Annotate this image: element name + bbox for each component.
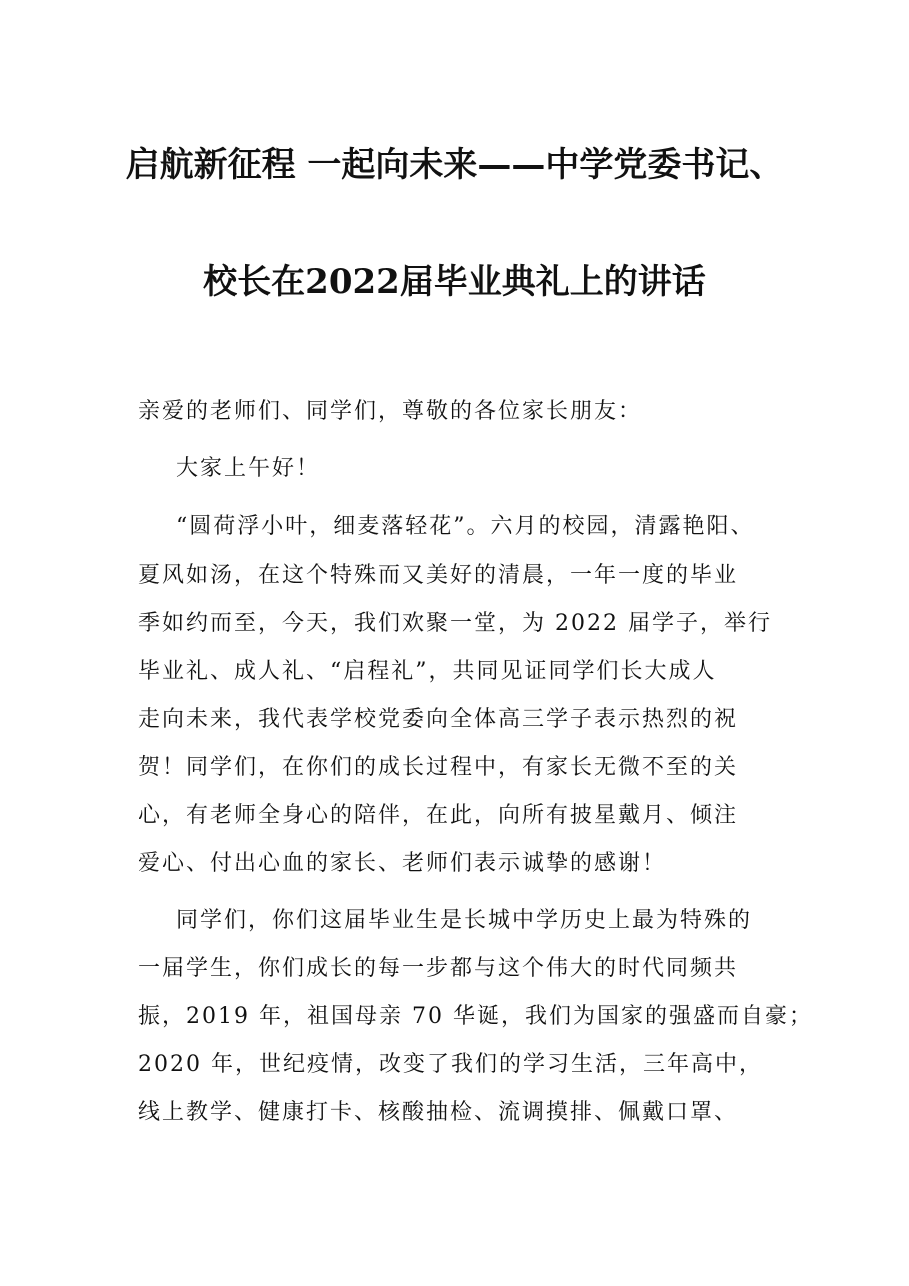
paragraph-1-line: 季如约而至，今天，我们欢聚一堂，为 2022 届学子，举行 xyxy=(138,611,772,636)
document-title-line-1: 启航新征程 一起向未来——中学党委书记、 xyxy=(125,145,784,185)
paragraph-2-line: 线上教学、健康打卡、核酸抽检、流调摸排、佩戴口罩、 xyxy=(138,1100,739,1125)
greeting: 大家上午好！ xyxy=(176,456,321,481)
paragraph-2-line: 振，2019 年，祖国母亲 70 华诞，我们为国家的强盛而自豪； xyxy=(138,1004,813,1029)
paragraph-1-line: 爱心、付出心血的家长、老师们表示诚挚的感谢！ xyxy=(138,851,667,876)
document-title-line-2: 校长在2022届毕业典礼上的讲话 xyxy=(203,262,706,302)
paragraph-1-line: “圆荷浮小叶，细麦落轻花”。六月的校园，清露艳阳、 xyxy=(176,514,755,539)
paragraph-1-line: 心，有老师全身心的陪伴，在此，向所有披星戴月、倾注 xyxy=(138,803,739,828)
paragraph-1-line: 毕业礼、成人礼、“启程礼”，共同见证同学们长大成人 xyxy=(138,659,717,684)
paragraph-2-line: 一届学生，你们成长的每一步都与这个伟大的时代同频共 xyxy=(138,956,739,981)
document-body xyxy=(138,396,813,1146)
paragraph-2-line: 同学们，你们这届毕业生是长城中学历史上最为特殊的 xyxy=(176,908,753,933)
salutation: 亲爱的老师们、同学们，尊敬的各位家长朋友： xyxy=(138,399,643,424)
paragraph-1-line: 贺！同学们，在你们的成长过程中，有家长无微不至的关 xyxy=(138,755,739,780)
paragraph-2-line: 2020 年，世纪疫情，改变了我们的学习生活，三年高中， xyxy=(138,1052,763,1077)
paragraph-1-line: 走向未来，我代表学校党委向全体高三学子表示热烈的祝 xyxy=(138,707,739,732)
paragraph-1-line: 夏风如汤，在这个特殊而又美好的清晨，一年一度的毕业 xyxy=(138,563,739,588)
